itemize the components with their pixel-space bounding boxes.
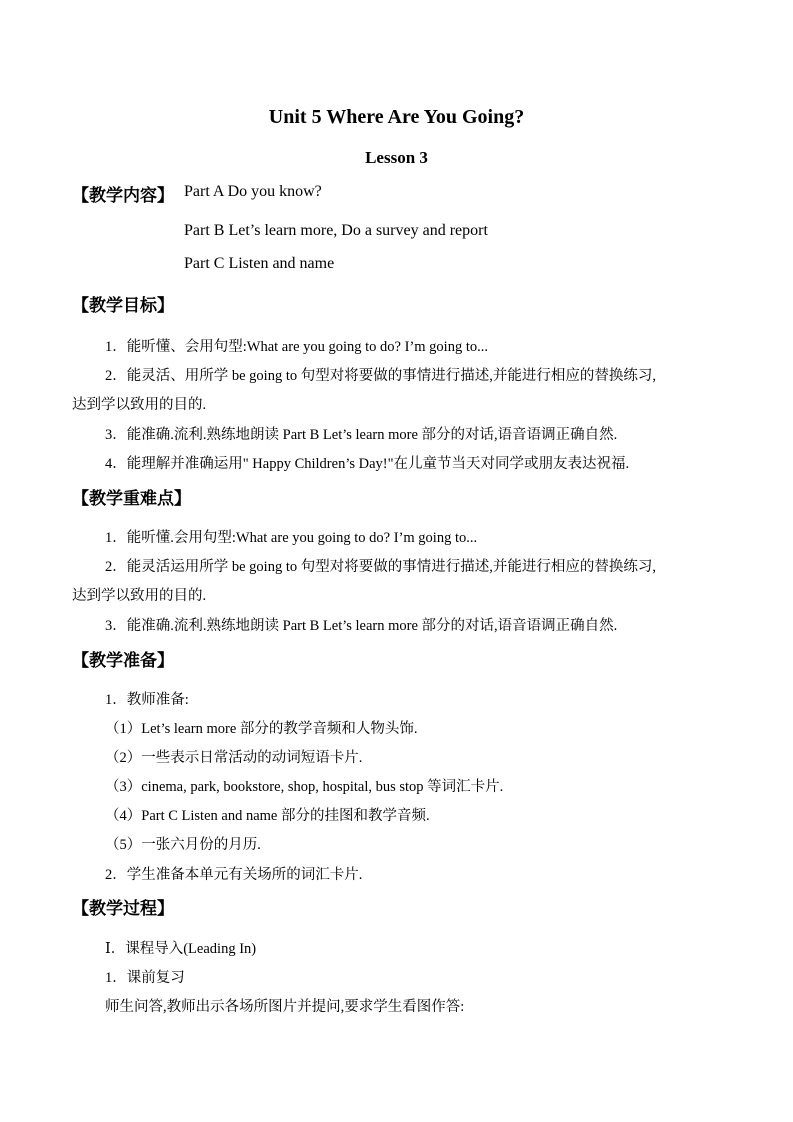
process-item: 1．课前复习 <box>105 970 185 986</box>
goal-item: 3．能准确.流利.熟练地朗读 Part B Let’s learn more 部分的对话,语音语调正确自然. <box>105 427 618 443</box>
prep-item: （1）Let’s learn more 部分的教学音频和人物头饰. <box>105 721 418 737</box>
content-part-a: Part A Do you know? <box>184 183 322 200</box>
keypoint-item-continued: 达到学以致用的目的. <box>72 588 207 604</box>
keypoint-item: 2．能灵活运用所学 be going to 句型对将要做的事情进行描述,并能进行相应的替换练习, <box>105 559 656 575</box>
process-heading: 【教学过程】 <box>72 899 174 918</box>
goal-item: 4．能理解并准确运用" Happy Children’s Day!"在儿童节当天对同学或朋友表达祝福. <box>105 456 630 472</box>
goal-item: 2．能灵活、用所学 be going to 句型对将要做的事情进行描述,并能进行相应的替换练习, <box>105 368 656 384</box>
goal-item: 1．能听懂、会用句型:What are you going to do? I’m going to... <box>105 339 488 355</box>
keypoint-item: 1．能听懂.会用句型:What are you going to do? I’m going to... <box>105 530 478 546</box>
content-heading: 【教学内容】 <box>72 186 174 205</box>
prep-heading: 【教学准备】 <box>72 651 174 670</box>
goal-item-continued: 达到学以致用的目的. <box>72 397 207 413</box>
prep-item: （5）一张六月份的月历. <box>105 837 261 853</box>
keypoints-heading: 【教学重难点】 <box>72 489 191 508</box>
prep-item: （3）cinema, park, bookstore, shop, hospital, bus stop 等词汇卡片. <box>105 779 504 795</box>
process-item: 师生问答,教师出示各场所图片并提问,要求学生看图作答: <box>105 999 465 1015</box>
goals-heading: 【教学目标】 <box>72 296 174 315</box>
prep-item: （2）一些表示日常活动的动词短语卡片. <box>105 750 363 766</box>
process-item: Ⅰ．课程导入(Leading In) <box>105 941 257 957</box>
prep-item: 1．教师准备: <box>105 692 189 708</box>
content-part-b: Part B Let’s learn more, Do a survey and report <box>184 222 488 239</box>
keypoint-item: 3．能准确.流利.熟练地朗读 Part B Let’s learn more 部分的对话,语音语调正确自然. <box>105 618 618 634</box>
prep-item: 2．学生准备本单元有关场所的词汇卡片. <box>105 867 363 883</box>
prep-item: （4）Part C Listen and name 部分的挂图和教学音频. <box>105 808 430 824</box>
lesson-subtitle: Lesson 3 <box>365 148 428 167</box>
content-part-c: Part C Listen and name <box>184 255 335 272</box>
page-title: Unit 5 Where Are You Going? <box>268 106 525 128</box>
